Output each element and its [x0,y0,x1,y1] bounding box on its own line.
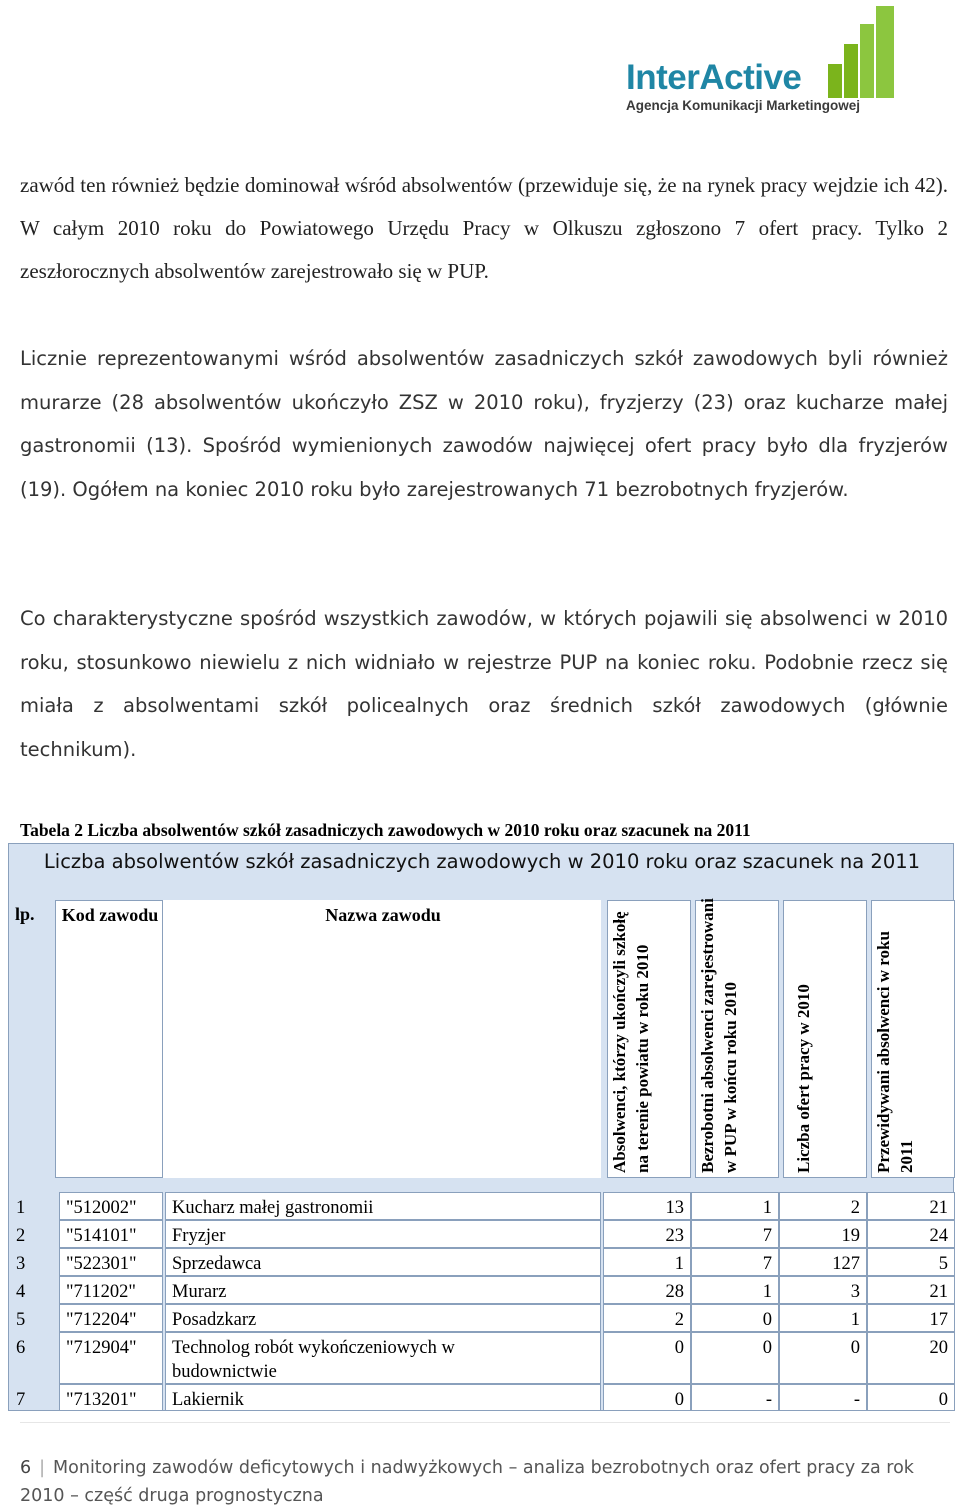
cell-oferty: 19 [779,1220,867,1248]
cell-bezrobotni: 1 [691,1276,779,1304]
cell-bezrobotni: 7 [691,1220,779,1248]
header-kod-cell [55,900,163,1178]
header-oferty-cell [783,900,867,1178]
header-bezrobotni: Bezrobotni absolwenci zarejestrowani w PUP w końcu roku 2010 [698,898,740,1173]
cell-nazwa: Kucharz małej gastronomii [165,1192,601,1220]
header-absolwenci-cell [607,900,691,1178]
graduates-table [8,843,954,1411]
cell-nazwa: Fryzjer [165,1220,601,1248]
cell-bezrobotni: 1 [691,1192,779,1220]
cell-przewidywani: 0 [867,1384,955,1411]
cell-kod: "522301" [59,1248,163,1276]
table-row [9,1220,955,1248]
cell-przewidywani: 21 [867,1276,955,1304]
table-title: Liczba absolwentów szkół zasadniczych zawodowych w 2010 roku oraz szacunek na 2011 [43,850,921,873]
page-number: 6 [20,1458,32,1478]
cell-absolwenci: 23 [603,1220,691,1248]
cell-kod: "514101" [59,1220,163,1248]
company-logo [620,0,910,122]
header-kod: Kod zawodu [61,905,159,925]
cell-przewidywani: 20 [867,1332,955,1384]
cell-kod: "711202" [59,1276,163,1304]
cell-przewidywani: 5 [867,1248,955,1276]
paragraph-3: Co charakterystyczne spośród wszystkich zawodów, w których pojawili się absolwenci w 2010 roku, stosunkowo niewielu z nich widniało w rejestrze PUP na koniec roku. Podobnie rzecz się miała z absolwentami szkół policealnych oraz średnich szkół zawodowych (głównie technikum). [20,607,948,761]
logo-subtitle: Agencja Komunikacji Marketingowej [626,98,861,113]
cell-lp: 5 [16,1310,26,1330]
cell-przewidywani: 24 [867,1220,955,1248]
page-footer [20,1454,940,1510]
cell-lp: 1 [16,1198,26,1218]
cell-kod: "712204" [59,1304,163,1332]
cell-oferty: 127 [779,1248,867,1276]
cell-lp: 3 [16,1254,26,1274]
table-caption: Tabela 2 Liczba absolwentów szkół zasadniczych zawodowych w 2010 roku oraz szacunek na 2011 [20,820,751,840]
table-row [9,1304,955,1332]
cell-lp: 2 [16,1226,26,1246]
cell-przewidywani: 17 [867,1304,955,1332]
cell-lp: 7 [16,1390,26,1410]
paragraph-2: Licznie reprezentowanymi wśród absolwentów zasadniczych szkół zawodowych byli również murarze (28 absolwentów ukończyło ZSZ w 2010 roku), fryzjerzy (23) oraz kucharze małej gastronomii (13). Spośród wymienionych zawodów najwięcej ofert pracy było dla fryzjerów (19). Ogółem na koniec 2010 roku było zarejestrowanych 71 bezrobotnych fryzjerów. [20,347,948,501]
table-row [9,1248,955,1276]
cell-bezrobotni: 7 [691,1248,779,1276]
header-lp: lp. [15,904,35,924]
cell-absolwenci: 0 [603,1332,691,1384]
header-bezrobotni-cell [695,900,779,1178]
cell-oferty: - [779,1384,867,1411]
logo-bars-icon [824,4,900,100]
cell-nazwa: Lakiernik [165,1384,601,1411]
header-przewidywani-cell [871,900,955,1178]
paragraph-1: zawód ten również będzie dominował wśród absolwentów (przewiduje się, że na rynek pracy wejdzie ich 42). W całym 2010 roku do Powiatowego Urzędu Pracy w Olkuszu zgłoszono 7 ofert pracy. Tylko 2 zeszłorocznych absolwentów zarejestrowało się w PUP. [20,173,948,283]
cell-kod: "512002" [59,1192,163,1220]
cell-kod: "712904" [59,1332,163,1384]
cell-oferty: 0 [779,1332,867,1384]
header-oferty: Liczba ofert pracy w 2010 [794,984,813,1173]
table-row [9,1332,955,1384]
footer-divider [20,1422,950,1423]
header-przewidywani: Przewidywani absolwenci w roku 2011 [874,931,916,1173]
cell-absolwenci: 2 [603,1304,691,1332]
header-absolwenci: Absolwenci, którzy ukończyli szkołę na terenie powiatu w roku 2010 [610,911,652,1173]
cell-absolwenci: 1 [603,1248,691,1276]
cell-nazwa: Technolog robót wykończeniowych w budownictwie [165,1332,601,1384]
logo-name: InterActive [626,58,802,97]
table-row [9,1192,955,1220]
cell-absolwenci: 0 [603,1384,691,1411]
cell-bezrobotni: - [691,1384,779,1411]
table-row [9,1276,955,1304]
footer-separator: | [39,1458,46,1478]
cell-oferty: 1 [779,1304,867,1332]
cell-lp: 6 [16,1338,26,1358]
cell-oferty: 2 [779,1192,867,1220]
cell-kod: "713201" [59,1384,163,1411]
cell-przewidywani: 21 [867,1192,955,1220]
cell-lp: 4 [16,1282,26,1302]
cell-absolwenci: 28 [603,1276,691,1304]
footer-text: Monitoring zawodów deficytowych i nadwyżkowych – analiza bezrobotnych oraz ofert pracy za rok 2010 – część druga prognostyczna [20,1458,914,1506]
cell-bezrobotni: 0 [691,1304,779,1332]
cell-absolwenci: 13 [603,1192,691,1220]
header-nazwa: Nazwa zawodu [325,905,441,925]
cell-bezrobotni: 0 [691,1332,779,1384]
header-nazwa-cell [163,900,601,1178]
cell-oferty: 3 [779,1276,867,1304]
cell-nazwa: Sprzedawca [165,1248,601,1276]
cell-nazwa: Murarz [165,1276,601,1304]
cell-nazwa: Posadzkarz [165,1304,601,1332]
table-row [9,1384,955,1411]
